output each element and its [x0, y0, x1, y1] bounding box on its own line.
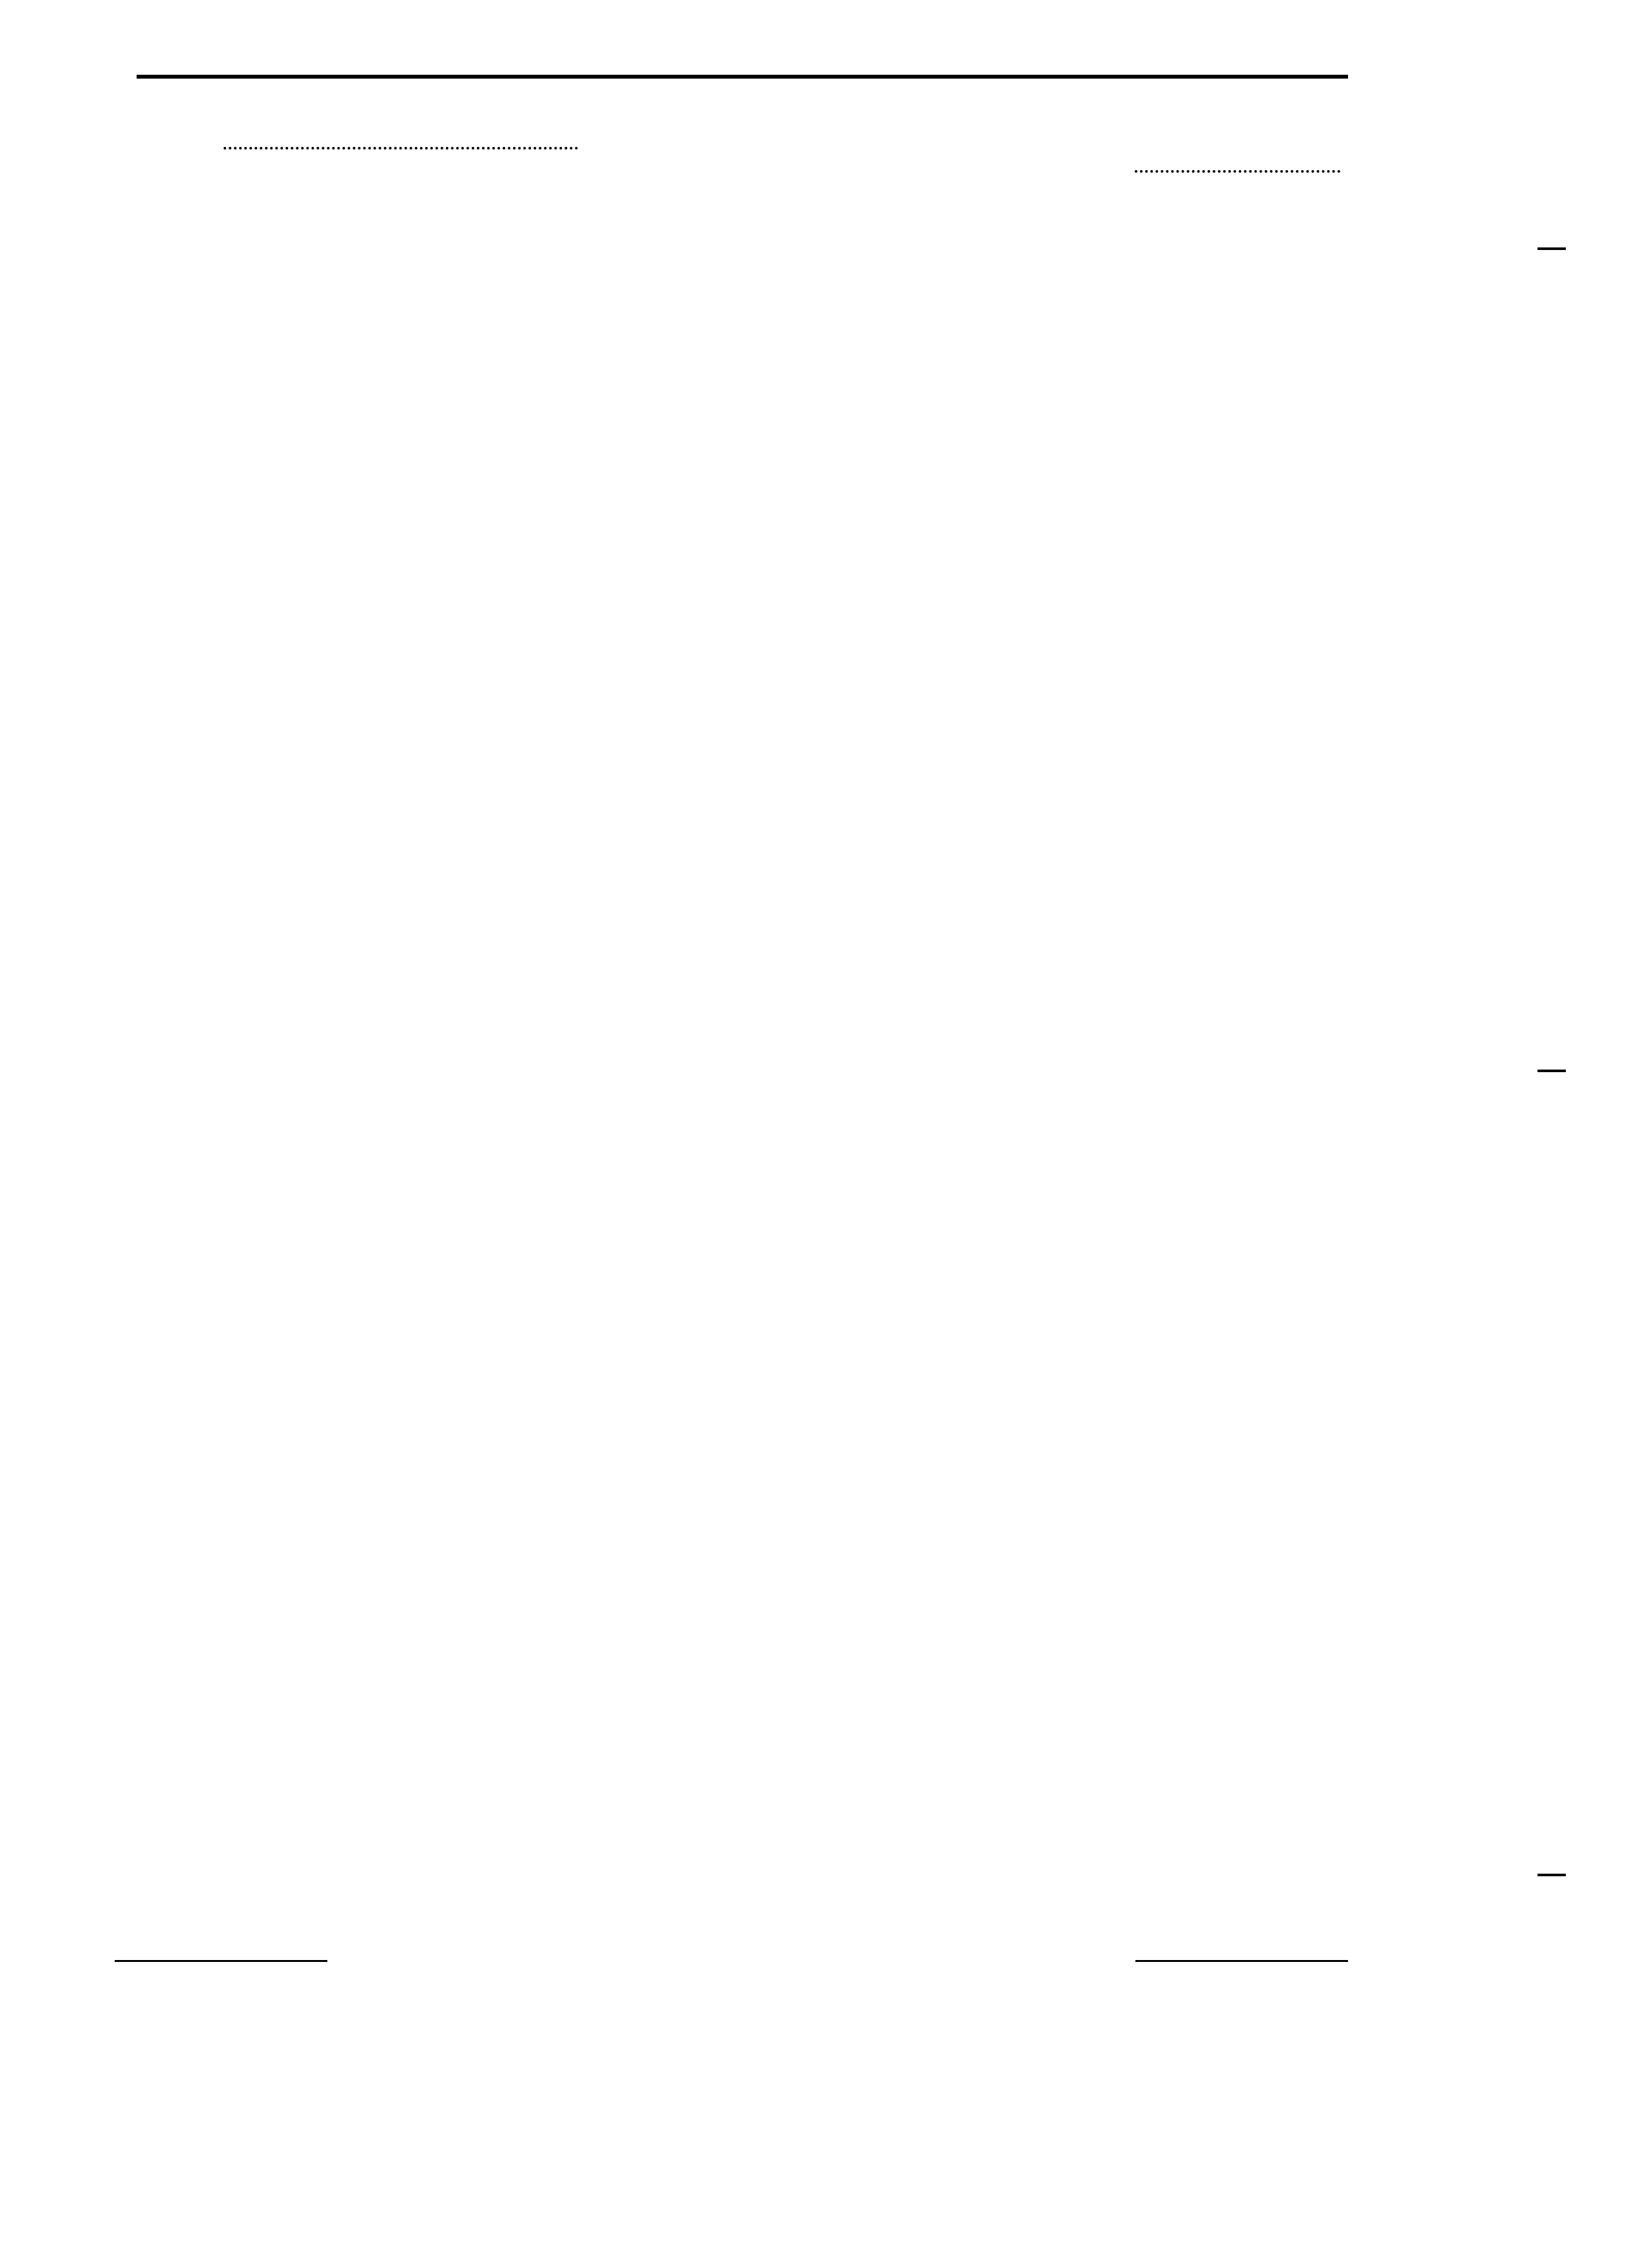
- margin-tick: [1537, 1070, 1566, 1072]
- header-rule: [137, 75, 1348, 79]
- margin-tick: [1537, 247, 1566, 250]
- margin-tick: [1537, 1874, 1566, 1876]
- footer-rule-left: [115, 1960, 327, 1962]
- parts-row: [0, 130, 1629, 177]
- price-cell: [735, 130, 847, 153]
- part-number-cell: [451, 130, 678, 153]
- footer-rule-right: [1135, 1960, 1348, 1962]
- description-dot-leader: [1135, 170, 1340, 173]
